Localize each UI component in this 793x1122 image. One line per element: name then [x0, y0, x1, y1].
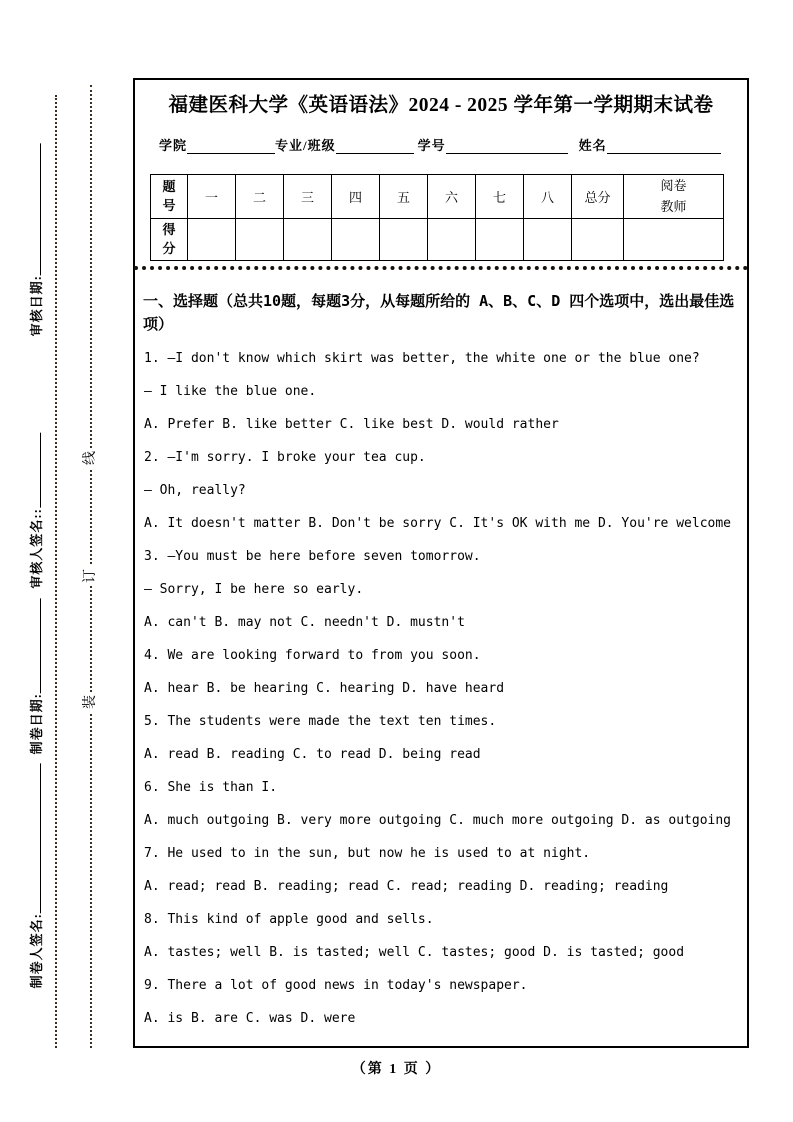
section-heading: 一、选择题（总共10题，每题3分，从每题所给的 A、B、C、D 四个选项中，选出最佳选项）	[143, 292, 735, 333]
score-cell-9	[572, 219, 624, 261]
student-id-label: 学号	[417, 138, 446, 153]
score-table	[150, 174, 724, 261]
score-cell-2	[236, 219, 284, 261]
score-cell-6	[428, 219, 476, 261]
score-cell-4	[332, 219, 380, 261]
exam-sheet	[133, 78, 749, 1048]
score-column-7: 七	[476, 175, 524, 219]
question-2-line-3: A. It doesn't matter B. Don't be sorry C. It's OK with me D. You're welcome	[144, 516, 731, 531]
score-cell-7	[476, 219, 524, 261]
binding-char-xian: 线	[81, 448, 101, 468]
question-6-line-1: 6. She is than I.	[144, 780, 278, 795]
question-5-line-1: 5. The students were made the text ten times.	[144, 714, 497, 729]
question-7-line-1: 7. He used to in the sun, but now he is used to at night.	[144, 846, 591, 861]
review-date-label: 审核日期:	[29, 275, 44, 337]
score-cell-5	[380, 219, 428, 261]
score-column-2: 二	[236, 175, 284, 219]
paper-maker-signature-underline	[27, 763, 41, 913]
paper-made-date-underline	[27, 598, 41, 693]
question-7-line-2: A. read; read B. reading; read C. read; reading D. reading; reading	[144, 879, 669, 894]
score-column-9: 总分	[572, 175, 624, 219]
question-4-line-2: A. hear B. be hearing C. hearing D. have heard	[144, 681, 505, 696]
paper-maker-signature-label: 制卷人签名:	[29, 913, 44, 989]
name-label: 姓名	[578, 138, 607, 153]
question-2-line-2: — Oh, really?	[144, 483, 246, 498]
score-column-5: 五	[380, 175, 428, 219]
review-date-underline	[27, 143, 41, 275]
major-class-label: 专业/班级	[275, 138, 336, 153]
reviewer-signature-label: 审核人签名::	[29, 508, 44, 589]
score-column-6: 六	[428, 175, 476, 219]
name-blank	[607, 139, 721, 154]
college-label: 学院	[159, 138, 188, 153]
question-list	[144, 342, 745, 1035]
paper-made-date-label: 制卷日期:	[29, 693, 44, 755]
score-cell-10	[624, 219, 724, 261]
question-6-line-2: A. much outgoing B. very more outgoing C. much more outgoing D. as outgoing	[144, 813, 731, 828]
score-cell-8	[524, 219, 572, 261]
score-column-3: 三	[284, 175, 332, 219]
score-cell-1	[188, 219, 236, 261]
exam-title: 福建医科大学《英语语法》2024 - 2025 学年第一学期期末试卷	[168, 95, 714, 116]
college-blank	[187, 139, 275, 154]
question-3-line-3: A. can't B. may not C. needn't D. mustn't	[144, 615, 465, 630]
question-8-line-1: 8. This kind of apple good and sells.	[144, 912, 434, 927]
question-1-line-3: A. Prefer B. like better C. like best D. would rather	[144, 417, 559, 432]
question-9-line-1: 9. There a lot of good news in today's newspaper.	[144, 978, 528, 993]
score-column-1: 一	[188, 175, 236, 219]
major-class-blank	[336, 139, 414, 154]
score-column-4: 四	[332, 175, 380, 219]
question-3-line-2: — Sorry, I be here so early.	[144, 582, 364, 597]
question-2-line-1: 2. —I'm sorry. I broke your tea cup.	[144, 450, 426, 465]
score-column-10: 阅卷教师	[624, 175, 724, 219]
binding-char-zhuang: 装	[81, 692, 101, 712]
question-4-line-1: 4. We are looking forward to from you soon.	[144, 648, 481, 663]
score-column-8: 八	[524, 175, 572, 219]
question-number-header: 题号	[151, 175, 188, 219]
binding-dotted-line-outer	[55, 95, 57, 1048]
question-8-line-2: A. tastes; well B. is tasted; well C. tastes; good D. is tasted; good	[144, 945, 685, 960]
question-5-line-2: A. read B. reading C. to read D. being read	[144, 747, 481, 762]
student-info-row	[159, 135, 741, 154]
score-cell-3	[284, 219, 332, 261]
student-id-blank	[446, 139, 568, 154]
page-number: （第 1 页 ）	[351, 1062, 442, 1077]
question-3-line-1: 3. —You must be here before seven tomorrow.	[144, 549, 481, 564]
binding-char-ding: 订	[81, 566, 101, 586]
question-9-line-2: A. is B. are C. was D. were	[144, 1011, 356, 1026]
dotted-separator	[134, 266, 748, 270]
reviewer-signature-underline	[27, 433, 41, 508]
score-row-header: 得分	[151, 219, 188, 261]
question-1-line-2: — I like the blue one.	[144, 384, 317, 399]
question-1-line-1: 1. —I don't know which skirt was better, the white one or the blue one?	[144, 351, 700, 366]
